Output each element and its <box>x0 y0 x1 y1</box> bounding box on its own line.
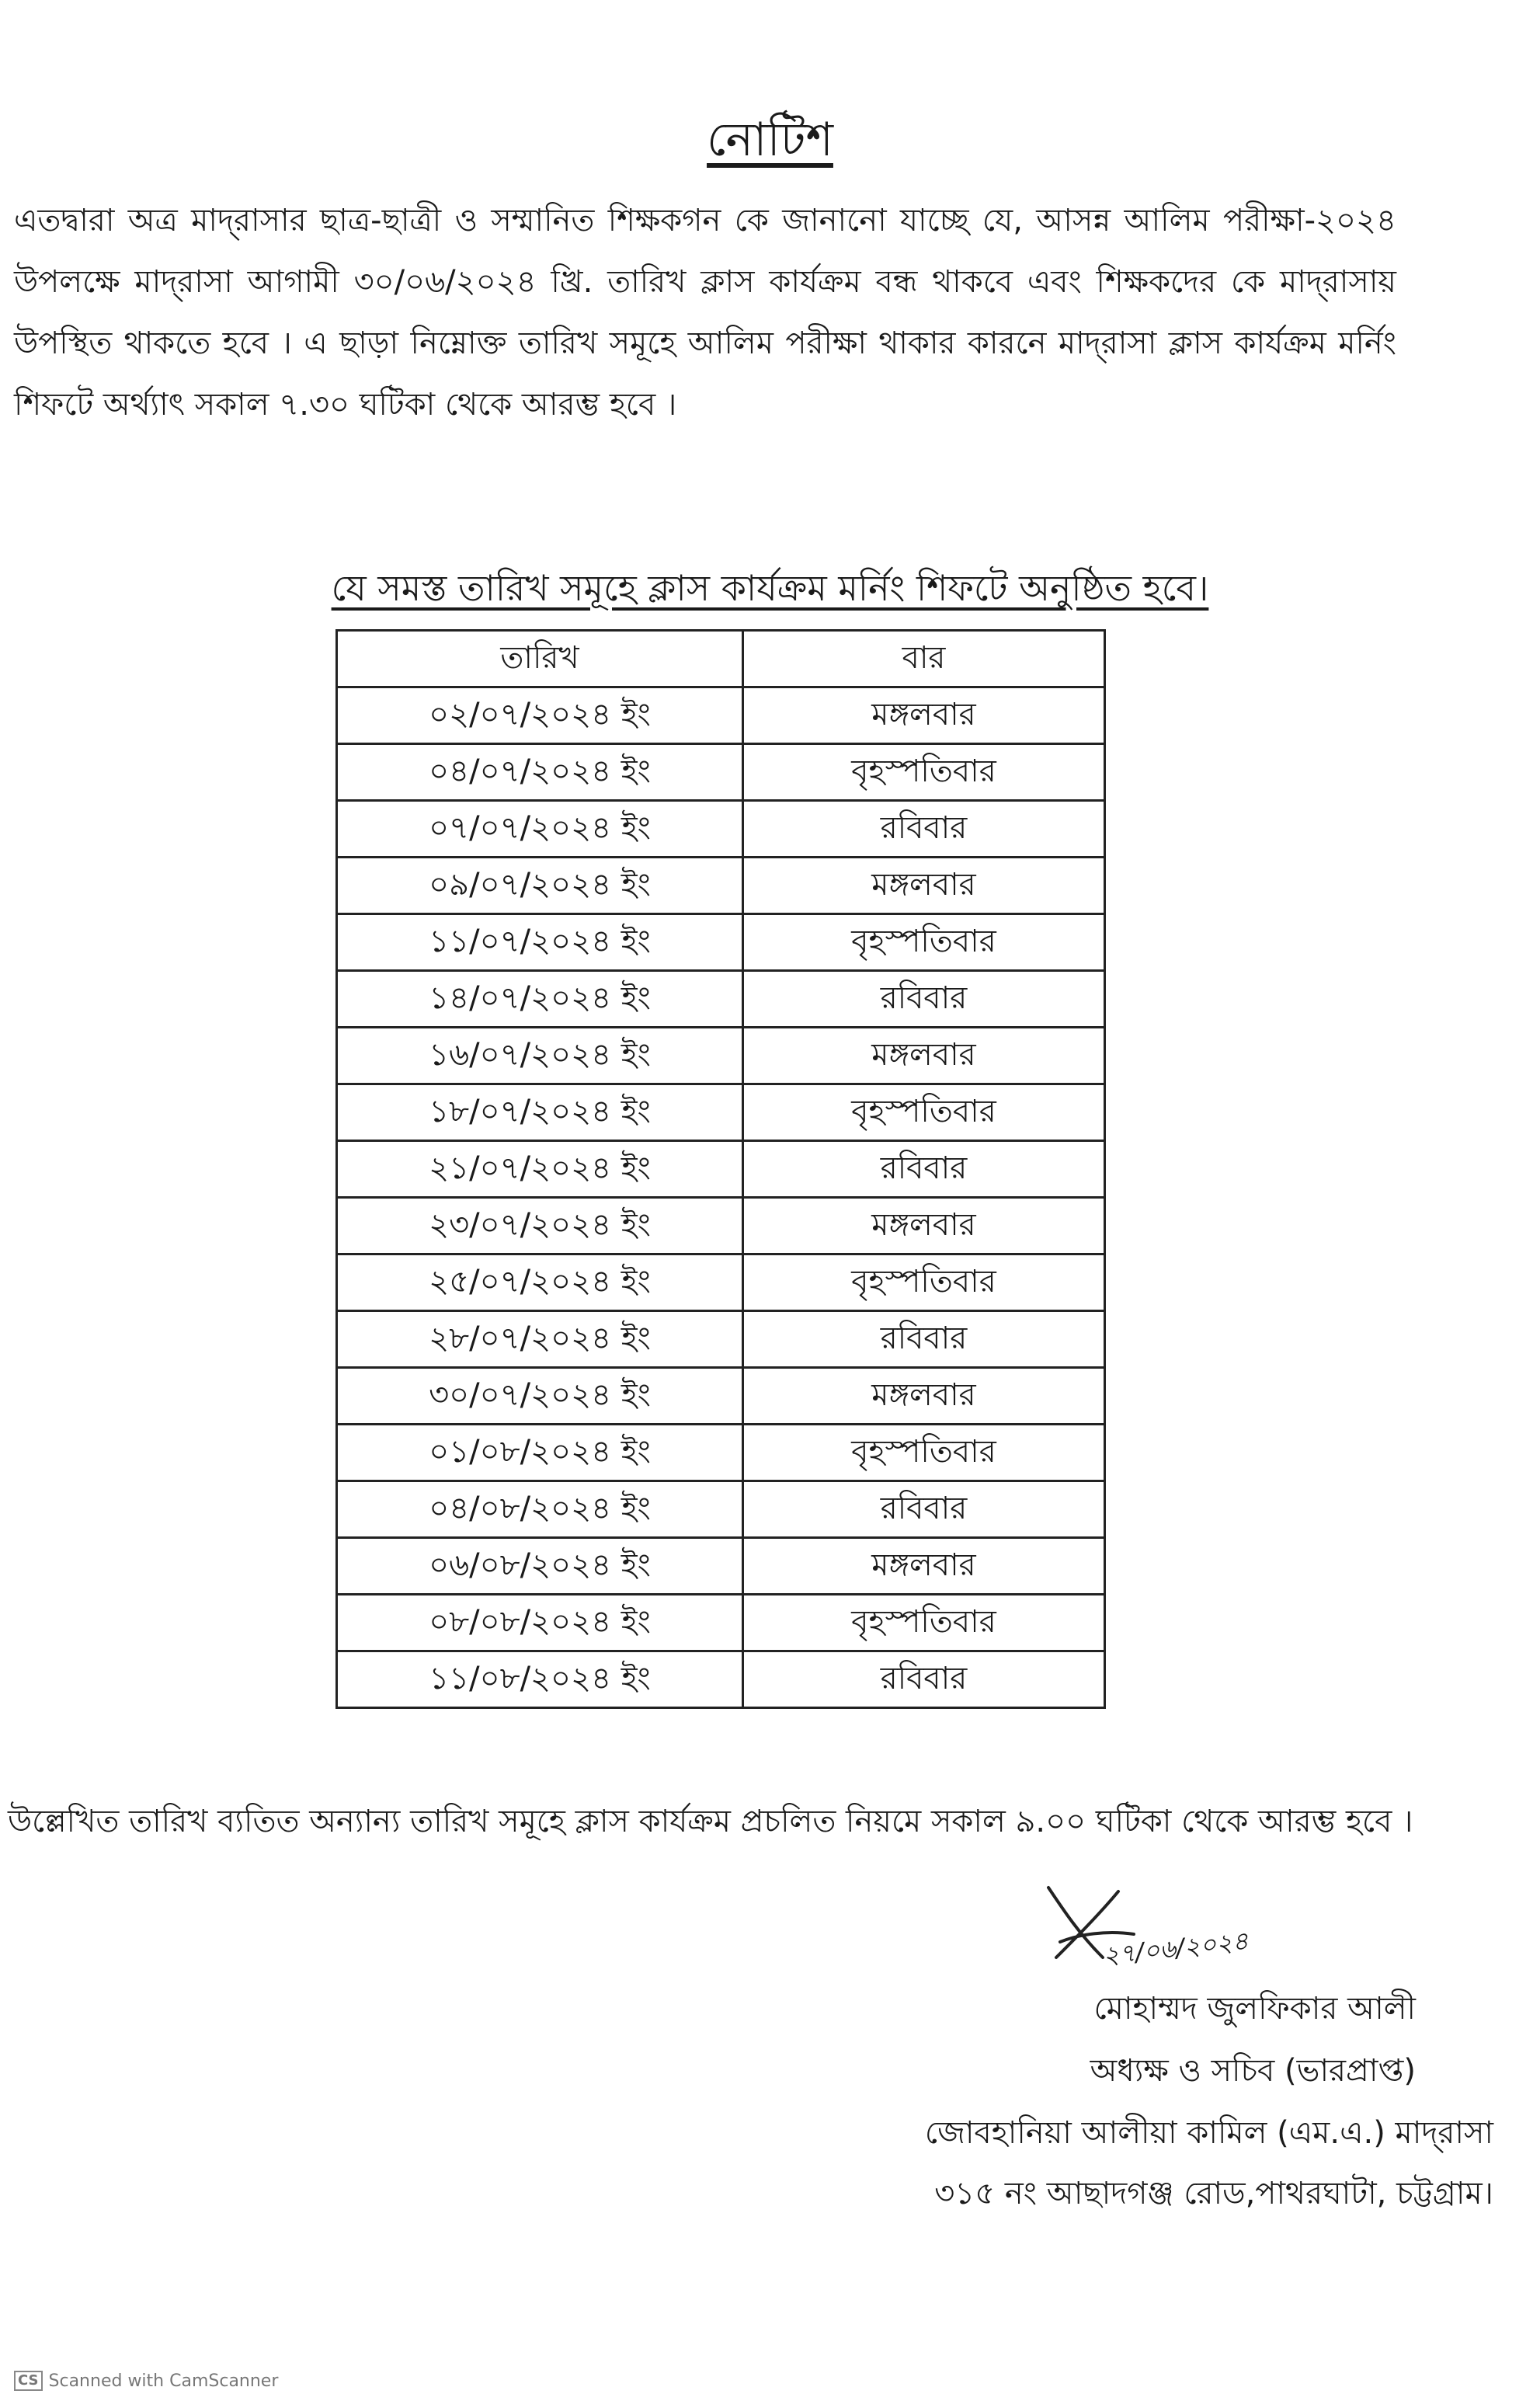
footer-note: উল্লেখিত তারিখ ব্যতিত অন্যান্য তারিখ সমূহে ক্লাস কার্যক্রম প্রচলিত নিয়মে সকাল ৯.০০ ঘটিকা থেকে আরম্ভ হবে । <box>8 1804 1413 1839</box>
row-day: বৃহস্পতিবার <box>743 914 1105 971</box>
row-day: রবিবার <box>743 971 1105 1028</box>
row-date: ০৯/০৭/২০২৪ ইং <box>337 858 743 914</box>
signature-date: ২৭/০৬/২০২৪ <box>1101 1926 1250 1971</box>
signatory-name: মোহাম্মদ জুলফিকার আলী <box>1093 1991 1416 2027</box>
table-row <box>337 914 1105 971</box>
table-row <box>337 971 1105 1028</box>
schedule-table <box>335 629 1106 1709</box>
institution-name: জোবহানিয়া আলীয়া কামিল (এম.এ.) মাদ্‌রাসা <box>924 2115 1493 2151</box>
row-date: ০২/০৭/২০২৪ ইং <box>337 687 743 744</box>
signatory-designation: অধ্যক্ষ ও সচিব (ভারপ্রাপ্ত) <box>1090 2053 1416 2089</box>
column-header-day: বার <box>743 631 1105 687</box>
row-day: বৃহস্পতিবার <box>743 744 1105 801</box>
row-date: ৩০/০৭/২০২৪ ইং <box>337 1368 743 1425</box>
notice-body: এতদ্বারা অত্র মাদ্‌রাসার ছাত্র-ছাত্রী ও সম্মানিত শিক্ষকগন কে জানানো যাচ্ছে যে, আসন্ন আলিম পরীক্ষা-২০২৪ উপলক্ষে মাদ্‌রাসা আগামী ৩০/০৬/২০২৪ খ্রি. তারিখ ক্লাস কার্যক্রম বন্ধ থাকবে এবং শিক্ষকদের কে মাদ্‌রাসায় উপস্থিত থাকতে হবে । এ ছাড়া নিম্নোক্ত তারিখ সমূহে আলিম পরীক্ষা থাকার কারনে মাদ্‌রাসা ক্লাস কার্যক্রম মর্নিং শিফটে অর্থ্যাৎ সকাল ৭.৩০ ঘটিকা থেকে আরম্ভ হবে । <box>14 203 1396 423</box>
table-row <box>337 1481 1105 1538</box>
table-row <box>337 1311 1105 1368</box>
table-row <box>337 744 1105 801</box>
table-row <box>337 1595 1105 1651</box>
table-row <box>337 1368 1105 1425</box>
camscanner-logo: CS <box>14 2371 43 2391</box>
row-date: ১৮/০৭/২০২৪ ইং <box>337 1084 743 1141</box>
row-day: মঙ্গলবার <box>743 1538 1105 1595</box>
table-row <box>337 1028 1105 1084</box>
row-date: ০৭/০৭/২০২৪ ইং <box>337 801 743 858</box>
row-day: মঙ্গলবার <box>743 1198 1105 1254</box>
schedule-heading-text: যে সমস্ত তারিখ সমূহে ক্লাস কার্যক্রম মর্নিং শিফটে অনুষ্ঠিত হবে। <box>331 567 1209 609</box>
row-day: বৃহস্পতিবার <box>743 1425 1105 1481</box>
scanner-text: Scanned with CamScanner <box>48 2371 279 2391</box>
row-day: রবিবার <box>743 1141 1105 1198</box>
row-day: মঙ্গলবার <box>743 858 1105 914</box>
row-date: ০৪/০৭/২০২৪ ইং <box>337 744 743 801</box>
table-row <box>337 1254 1105 1311</box>
row-date: ২৫/০৭/২০২৪ ইং <box>337 1254 743 1311</box>
notice-title-text: নোটিশ <box>707 113 833 167</box>
row-date: ১৪/০৭/২০২৪ ইং <box>337 971 743 1028</box>
table-row <box>337 1425 1105 1481</box>
row-date: ০৬/০৮/২০২৪ ইং <box>337 1538 743 1595</box>
row-date: ২৮/০৭/২০২৪ ইং <box>337 1311 743 1368</box>
table-row <box>337 1084 1105 1141</box>
table-row <box>337 687 1105 744</box>
row-day: বৃহস্পতিবার <box>743 1595 1105 1651</box>
row-date: ০১/০৮/২০২৪ ইং <box>337 1425 743 1481</box>
row-day: রবিবার <box>743 801 1105 858</box>
column-header-date: তারিখ <box>337 631 743 687</box>
row-day: মঙ্গলবার <box>743 1028 1105 1084</box>
notice-title <box>0 109 1540 171</box>
row-day: রবিবার <box>743 1481 1105 1538</box>
row-date: ১৬/০৭/২০২৪ ইং <box>337 1028 743 1084</box>
row-day: মঙ্গলবার <box>743 687 1105 744</box>
row-date: ০৪/০৮/২০২৪ ইং <box>337 1481 743 1538</box>
scanner-watermark <box>14 2371 278 2391</box>
row-day: বৃহস্পতিবার <box>743 1254 1105 1311</box>
table-row <box>337 1141 1105 1198</box>
row-day: মঙ্গলবার <box>743 1368 1105 1425</box>
table-row <box>337 801 1105 858</box>
row-date: ০৮/০৮/২০২৪ ইং <box>337 1595 743 1651</box>
row-day: রবিবার <box>743 1651 1105 1708</box>
table-row <box>337 1198 1105 1254</box>
row-date: ১১/০৭/২০২৪ ইং <box>337 914 743 971</box>
row-date: ২১/০৭/২০২৪ ইং <box>337 1141 743 1198</box>
institution-address: ৩১৫ নং আছাদগঞ্জ রোড,পাথরঘাটা, চট্টগ্রাম। <box>934 2176 1493 2211</box>
table-header-row <box>337 631 1105 687</box>
table-row <box>337 1651 1105 1708</box>
table-row <box>337 858 1105 914</box>
row-day: বৃহস্পতিবার <box>743 1084 1105 1141</box>
schedule-heading <box>0 561 1540 615</box>
row-date: ২৩/০৭/২০২৪ ইং <box>337 1198 743 1254</box>
row-date: ১১/০৮/২০২৪ ইং <box>337 1651 743 1708</box>
table-row <box>337 1538 1105 1595</box>
row-day: রবিবার <box>743 1311 1105 1368</box>
